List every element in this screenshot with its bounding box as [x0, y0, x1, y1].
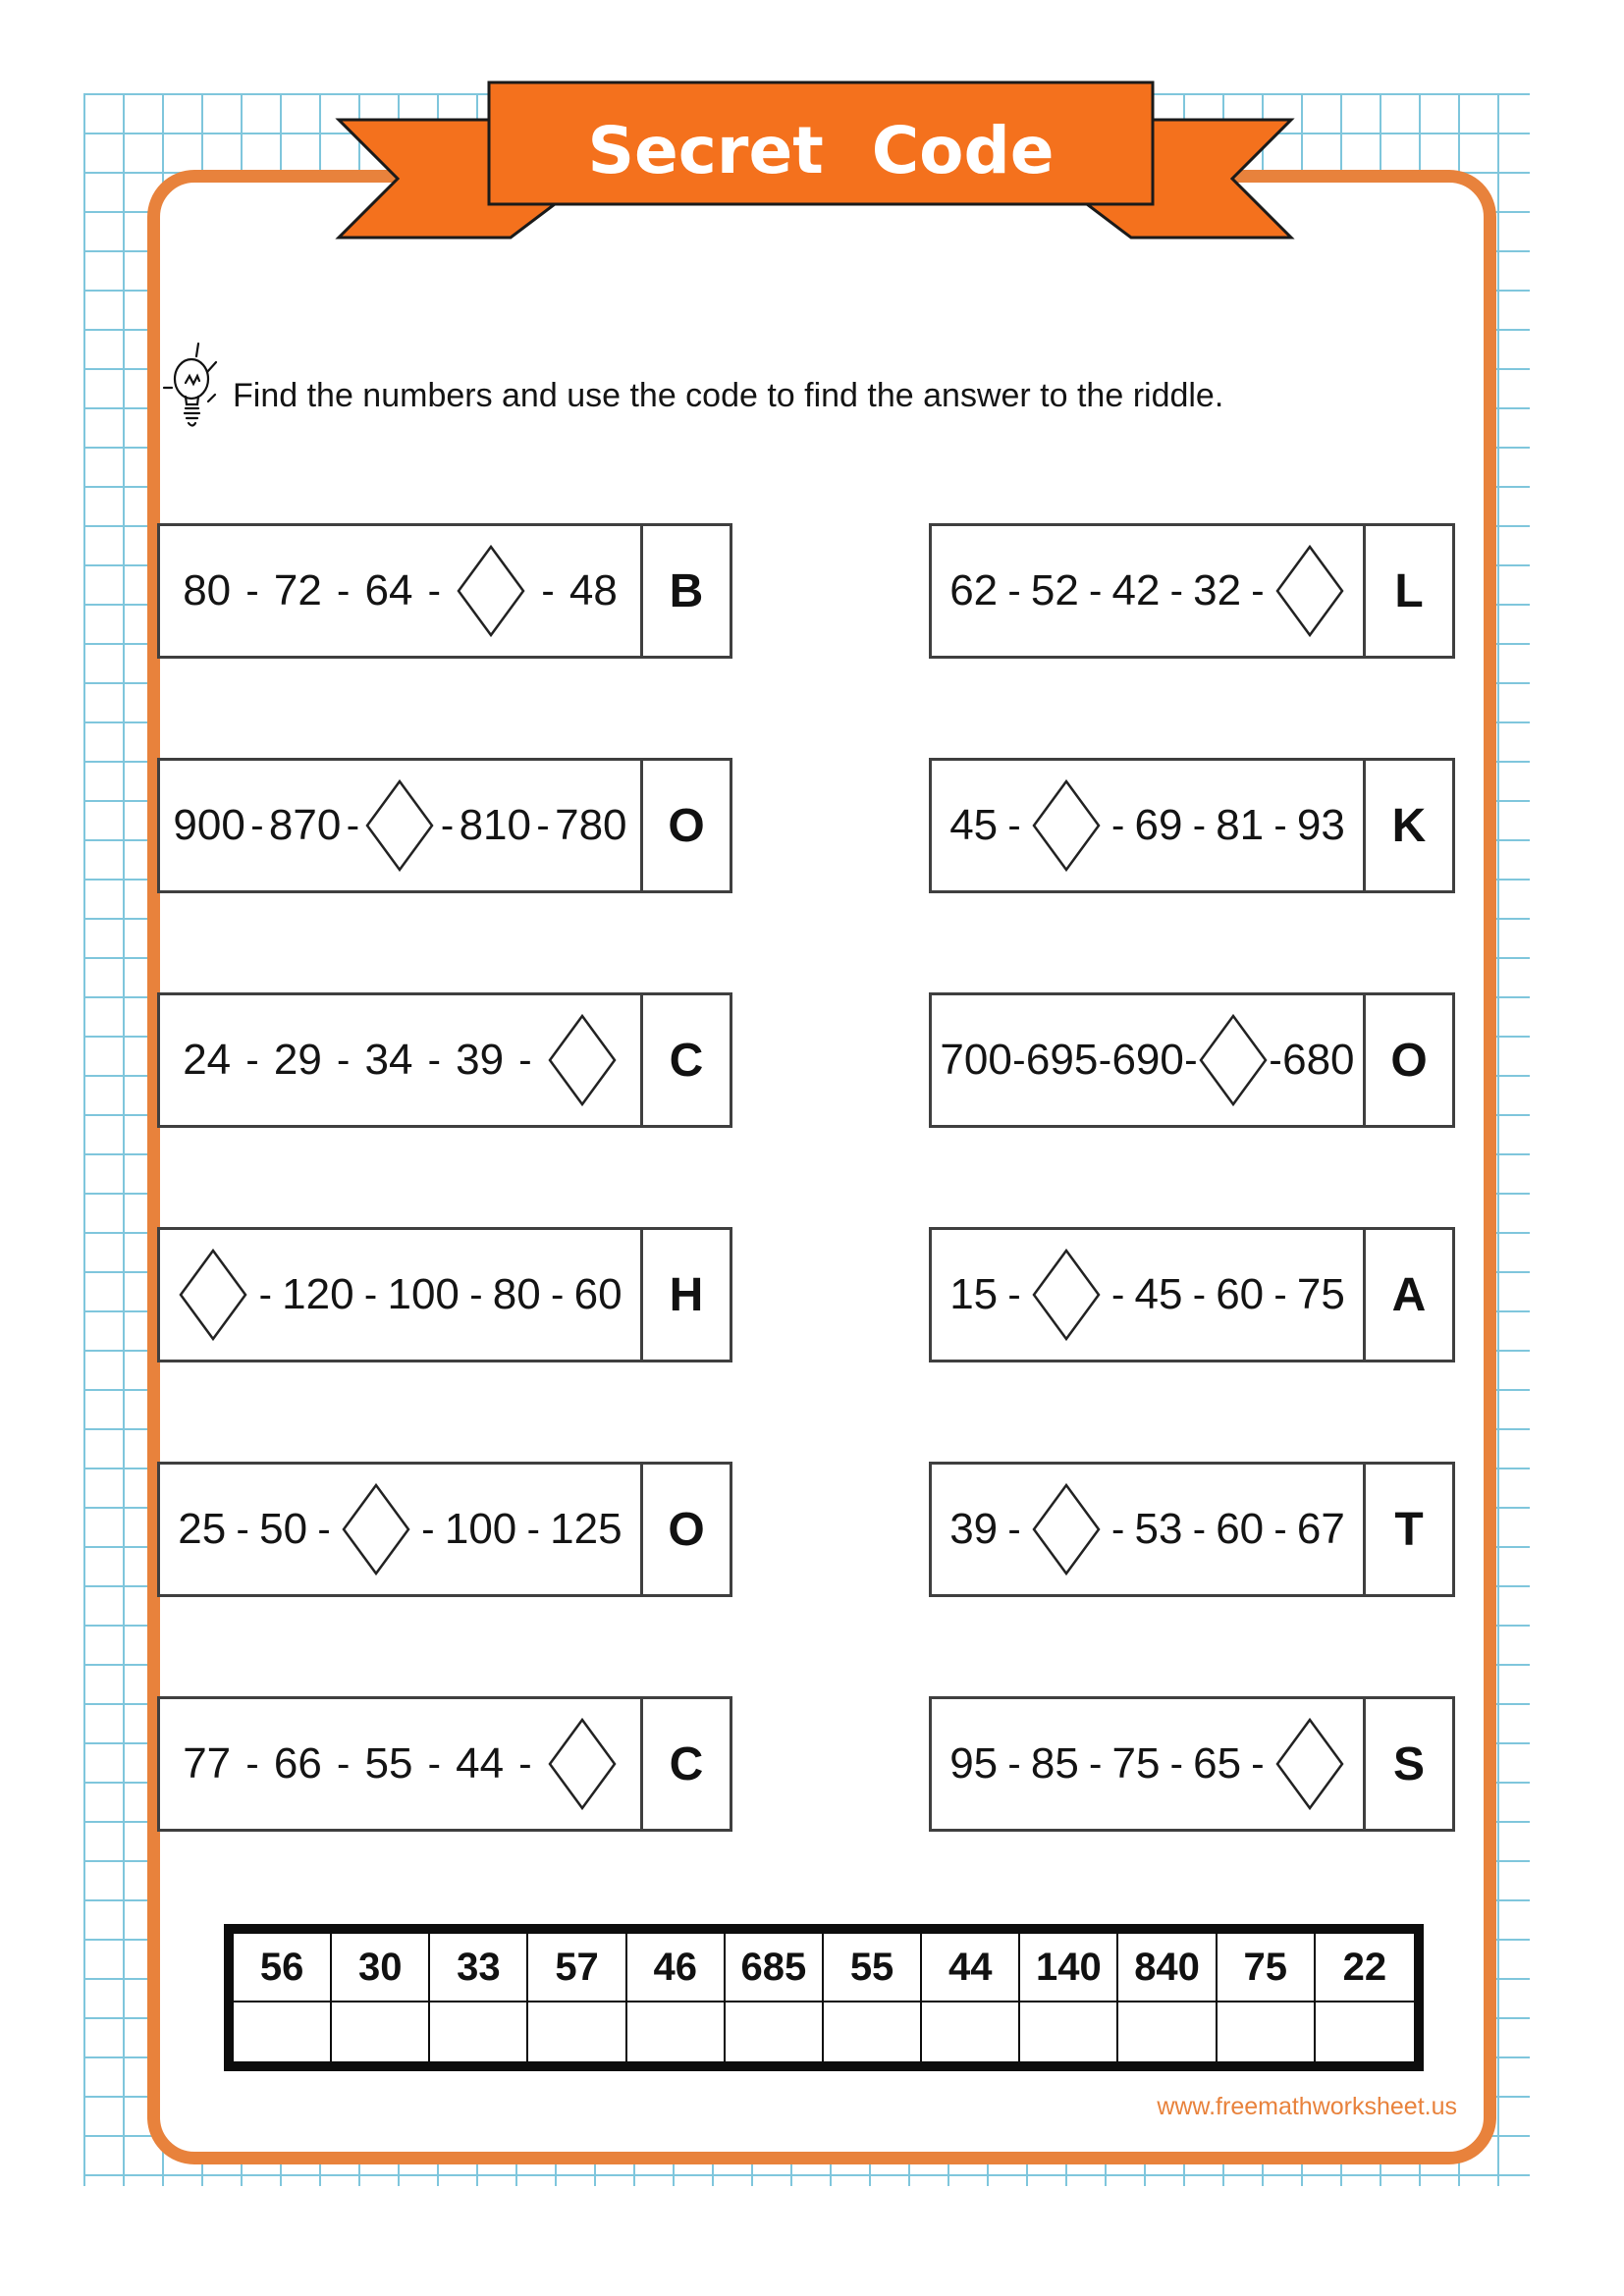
sequence-number: 100 [444, 1505, 517, 1553]
instruction-text: Find the numbers and use the code to find the answer to the riddle. [233, 377, 1224, 414]
problem-box [929, 992, 1455, 1128]
dash-separator: - [1007, 1507, 1021, 1551]
diamond-placeholder [547, 1013, 618, 1107]
sequence-number: 75 [1296, 1270, 1345, 1318]
dash-separator: - [1192, 1272, 1207, 1316]
number-sequence [160, 526, 640, 656]
answer-number-cell: 840 [1118, 1934, 1217, 2002]
ribbon-banner-graphic [324, 79, 1306, 245]
sequence-number: 39 [456, 1036, 505, 1084]
problem-box [157, 1227, 732, 1362]
sequence-number: 870 [268, 801, 342, 849]
problem-box [157, 523, 732, 659]
answer-number-cell: 55 [824, 1934, 922, 2002]
answer-blank-cell [430, 2002, 528, 2061]
number-sequence [160, 1230, 640, 1360]
answer-number-cell: 22 [1316, 1934, 1414, 2002]
answer-table-blank-row [234, 2002, 1414, 2061]
code-letter: T [1363, 1465, 1452, 1594]
sequence-number: 55 [364, 1739, 413, 1788]
sequence-number: 120 [282, 1270, 354, 1318]
dash-separator: - [1007, 1741, 1021, 1786]
sequence-number: 810 [459, 801, 531, 849]
dash-separator: - [1273, 1272, 1287, 1316]
instruction [162, 342, 1438, 440]
code-letter: C [640, 1699, 730, 1829]
dash-separator: - [427, 568, 441, 613]
answer-number-cell: 46 [627, 1934, 726, 2002]
dash-separator: - [1007, 1272, 1021, 1316]
dash-separator: - [1111, 1507, 1125, 1551]
sequence-number: 81 [1216, 801, 1265, 849]
sequence-number: 780 [555, 801, 627, 849]
sequence-number: 900 [173, 801, 245, 849]
problems-grid [157, 523, 1455, 1832]
sequence-number: 62 [949, 566, 999, 614]
diamond-placeholder [456, 544, 526, 638]
code-letter: O [1363, 995, 1452, 1125]
number-sequence [932, 1230, 1363, 1360]
dash-separator: - [336, 1741, 351, 1786]
answer-blank-cell [332, 2002, 430, 2061]
dash-separator: - [551, 1272, 565, 1316]
dash-separator: - [1169, 568, 1183, 613]
diamond-placeholder [1198, 1013, 1269, 1107]
dash-separator: - [1088, 568, 1103, 613]
dash-separator: - [1192, 803, 1207, 847]
dash-separator: - [236, 1507, 249, 1551]
answer-blank-cell [627, 2002, 726, 2061]
sequence-number: 100 [387, 1270, 460, 1318]
answer-number-cell: 33 [430, 1934, 528, 2002]
diamond-placeholder [1031, 1248, 1102, 1342]
sequence-number: 69 [1134, 801, 1183, 849]
answer-number-cell: 30 [332, 1934, 430, 2002]
sequence-number: 680 [1282, 1036, 1355, 1084]
lightbulb-icon [162, 342, 223, 440]
dash-separator: - [363, 1272, 378, 1316]
sequence-number: 80 [183, 566, 232, 614]
sequence-number: 34 [364, 1036, 413, 1084]
sequence-number: 66 [273, 1739, 322, 1788]
code-letter: A [1363, 1230, 1452, 1360]
code-letter: O [640, 761, 730, 890]
dash-separator: - [1273, 803, 1287, 847]
answer-blank-cell [234, 2002, 332, 2061]
dash-separator: - [440, 803, 455, 847]
dash-separator: - [1251, 568, 1265, 613]
sequence-number: 93 [1296, 801, 1345, 849]
answer-blank-cell [1118, 2002, 1217, 2061]
dash-separator: - [427, 1038, 441, 1082]
sequence-number: 60 [1216, 1505, 1265, 1553]
sequence-number: 60 [573, 1270, 623, 1318]
dash-separator: - [1111, 1272, 1125, 1316]
diamond-placeholder [1031, 778, 1102, 873]
sequence-number: 67 [1296, 1505, 1345, 1553]
code-letter: L [1363, 526, 1452, 656]
sequence-number: 45 [949, 801, 999, 849]
footer-url: www.freemathworksheet.us [1157, 2093, 1457, 2120]
dash-separator: - [1012, 1038, 1026, 1082]
sequence-number: 695 [1025, 1036, 1099, 1084]
dash-separator: - [1007, 568, 1021, 613]
sequence-number: 64 [364, 566, 413, 614]
sequence-number: 39 [949, 1505, 999, 1553]
number-sequence [932, 526, 1363, 656]
answer-blank-cell [824, 2002, 922, 2061]
answer-blank-cell [726, 2002, 824, 2061]
dash-separator: - [1251, 1741, 1265, 1786]
dash-separator: - [421, 1507, 435, 1551]
dash-separator: - [518, 1741, 532, 1786]
code-letter: O [640, 1465, 730, 1594]
dash-separator: - [1269, 1038, 1282, 1082]
sequence-number: 48 [568, 566, 618, 614]
sequence-number: 60 [1216, 1270, 1265, 1318]
sequence-number: 32 [1193, 566, 1242, 614]
sequence-number: 72 [273, 566, 322, 614]
number-sequence [932, 1465, 1363, 1594]
diamond-placeholder [341, 1482, 411, 1576]
diamond-placeholder [1274, 1717, 1345, 1811]
sequence-number: 42 [1111, 566, 1161, 614]
sequence-number: 25 [178, 1505, 227, 1553]
sequence-number: 85 [1030, 1739, 1079, 1788]
answer-blank-cell [922, 2002, 1020, 2061]
dash-separator: - [526, 1507, 540, 1551]
sequence-number: 24 [183, 1036, 232, 1084]
dash-separator: - [1098, 1038, 1112, 1082]
dash-separator: - [1273, 1507, 1287, 1551]
dash-separator: - [1088, 1741, 1103, 1786]
number-sequence [932, 1699, 1363, 1829]
answer-table [224, 1924, 1424, 2071]
dash-separator: - [250, 803, 264, 847]
sequence-number: 700 [940, 1036, 1012, 1084]
code-letter: S [1363, 1699, 1452, 1829]
dash-separator: - [1192, 1507, 1207, 1551]
number-sequence [160, 1699, 640, 1829]
diamond-placeholder [364, 778, 435, 873]
dash-separator: - [245, 1741, 259, 1786]
dash-separator: - [258, 1272, 272, 1316]
sequence-number: 80 [492, 1270, 541, 1318]
problem-box [929, 1462, 1455, 1597]
dash-separator: - [541, 568, 555, 613]
answer-number-cell: 685 [726, 1934, 824, 2002]
sequence-number: 44 [456, 1739, 505, 1788]
answer-number-cell: 140 [1020, 1934, 1118, 2002]
number-sequence [160, 1465, 640, 1594]
number-sequence [932, 995, 1363, 1125]
sequence-number: 77 [183, 1739, 232, 1788]
diamond-placeholder [547, 1717, 618, 1811]
answer-number-cell: 75 [1218, 1934, 1316, 2002]
problem-box [157, 1696, 732, 1832]
problem-box [929, 523, 1455, 659]
sequence-number: 45 [1134, 1270, 1183, 1318]
diamond-placeholder [1274, 544, 1345, 638]
dash-separator: - [1169, 1741, 1183, 1786]
dash-separator: - [317, 1507, 331, 1551]
diamond-placeholder [178, 1248, 248, 1342]
answer-blank-cell [1020, 2002, 1118, 2061]
sequence-number: 65 [1193, 1739, 1242, 1788]
problem-box [929, 1227, 1455, 1362]
answer-blank-cell [1316, 2002, 1414, 2061]
dash-separator: - [346, 803, 360, 847]
code-letter: C [640, 995, 730, 1125]
sequence-number: 29 [273, 1036, 322, 1084]
problem-box [929, 1696, 1455, 1832]
problem-box [929, 758, 1455, 893]
problem-box [157, 758, 732, 893]
dash-separator: - [245, 568, 259, 613]
answer-blank-cell [1218, 2002, 1316, 2061]
banner-title: Secret Code [587, 113, 1055, 188]
dash-separator: - [336, 568, 351, 613]
dash-separator: - [427, 1741, 441, 1786]
dash-separator: - [1184, 1038, 1198, 1082]
sequence-number: 50 [259, 1505, 308, 1553]
dash-separator: - [469, 1272, 483, 1316]
sequence-number: 52 [1030, 566, 1079, 614]
problem-box [157, 1462, 732, 1597]
number-sequence [932, 761, 1363, 890]
code-letter: H [640, 1230, 730, 1360]
sequence-number: 690 [1111, 1036, 1184, 1084]
answer-table-number-row [234, 1934, 1414, 2002]
dash-separator: - [1007, 803, 1021, 847]
number-sequence [160, 761, 640, 890]
answer-number-cell: 57 [528, 1934, 626, 2002]
sequence-number: 75 [1111, 1739, 1161, 1788]
dash-separator: - [245, 1038, 259, 1082]
answer-number-cell: 56 [234, 1934, 332, 2002]
dash-separator: - [336, 1038, 351, 1082]
answer-number-cell: 44 [922, 1934, 1020, 2002]
answer-blank-cell [528, 2002, 626, 2061]
number-sequence [160, 995, 640, 1125]
ribbon-banner [324, 79, 1306, 245]
code-letter: B [640, 526, 730, 656]
sequence-number: 15 [949, 1270, 999, 1318]
code-letter: K [1363, 761, 1452, 890]
diamond-placeholder [1031, 1482, 1102, 1576]
sequence-number: 125 [550, 1505, 623, 1553]
sequence-number: 53 [1134, 1505, 1183, 1553]
problem-box [157, 992, 732, 1128]
dash-separator: - [536, 803, 550, 847]
dash-separator: - [1111, 803, 1125, 847]
sequence-number: 95 [949, 1739, 999, 1788]
dash-separator: - [518, 1038, 532, 1082]
